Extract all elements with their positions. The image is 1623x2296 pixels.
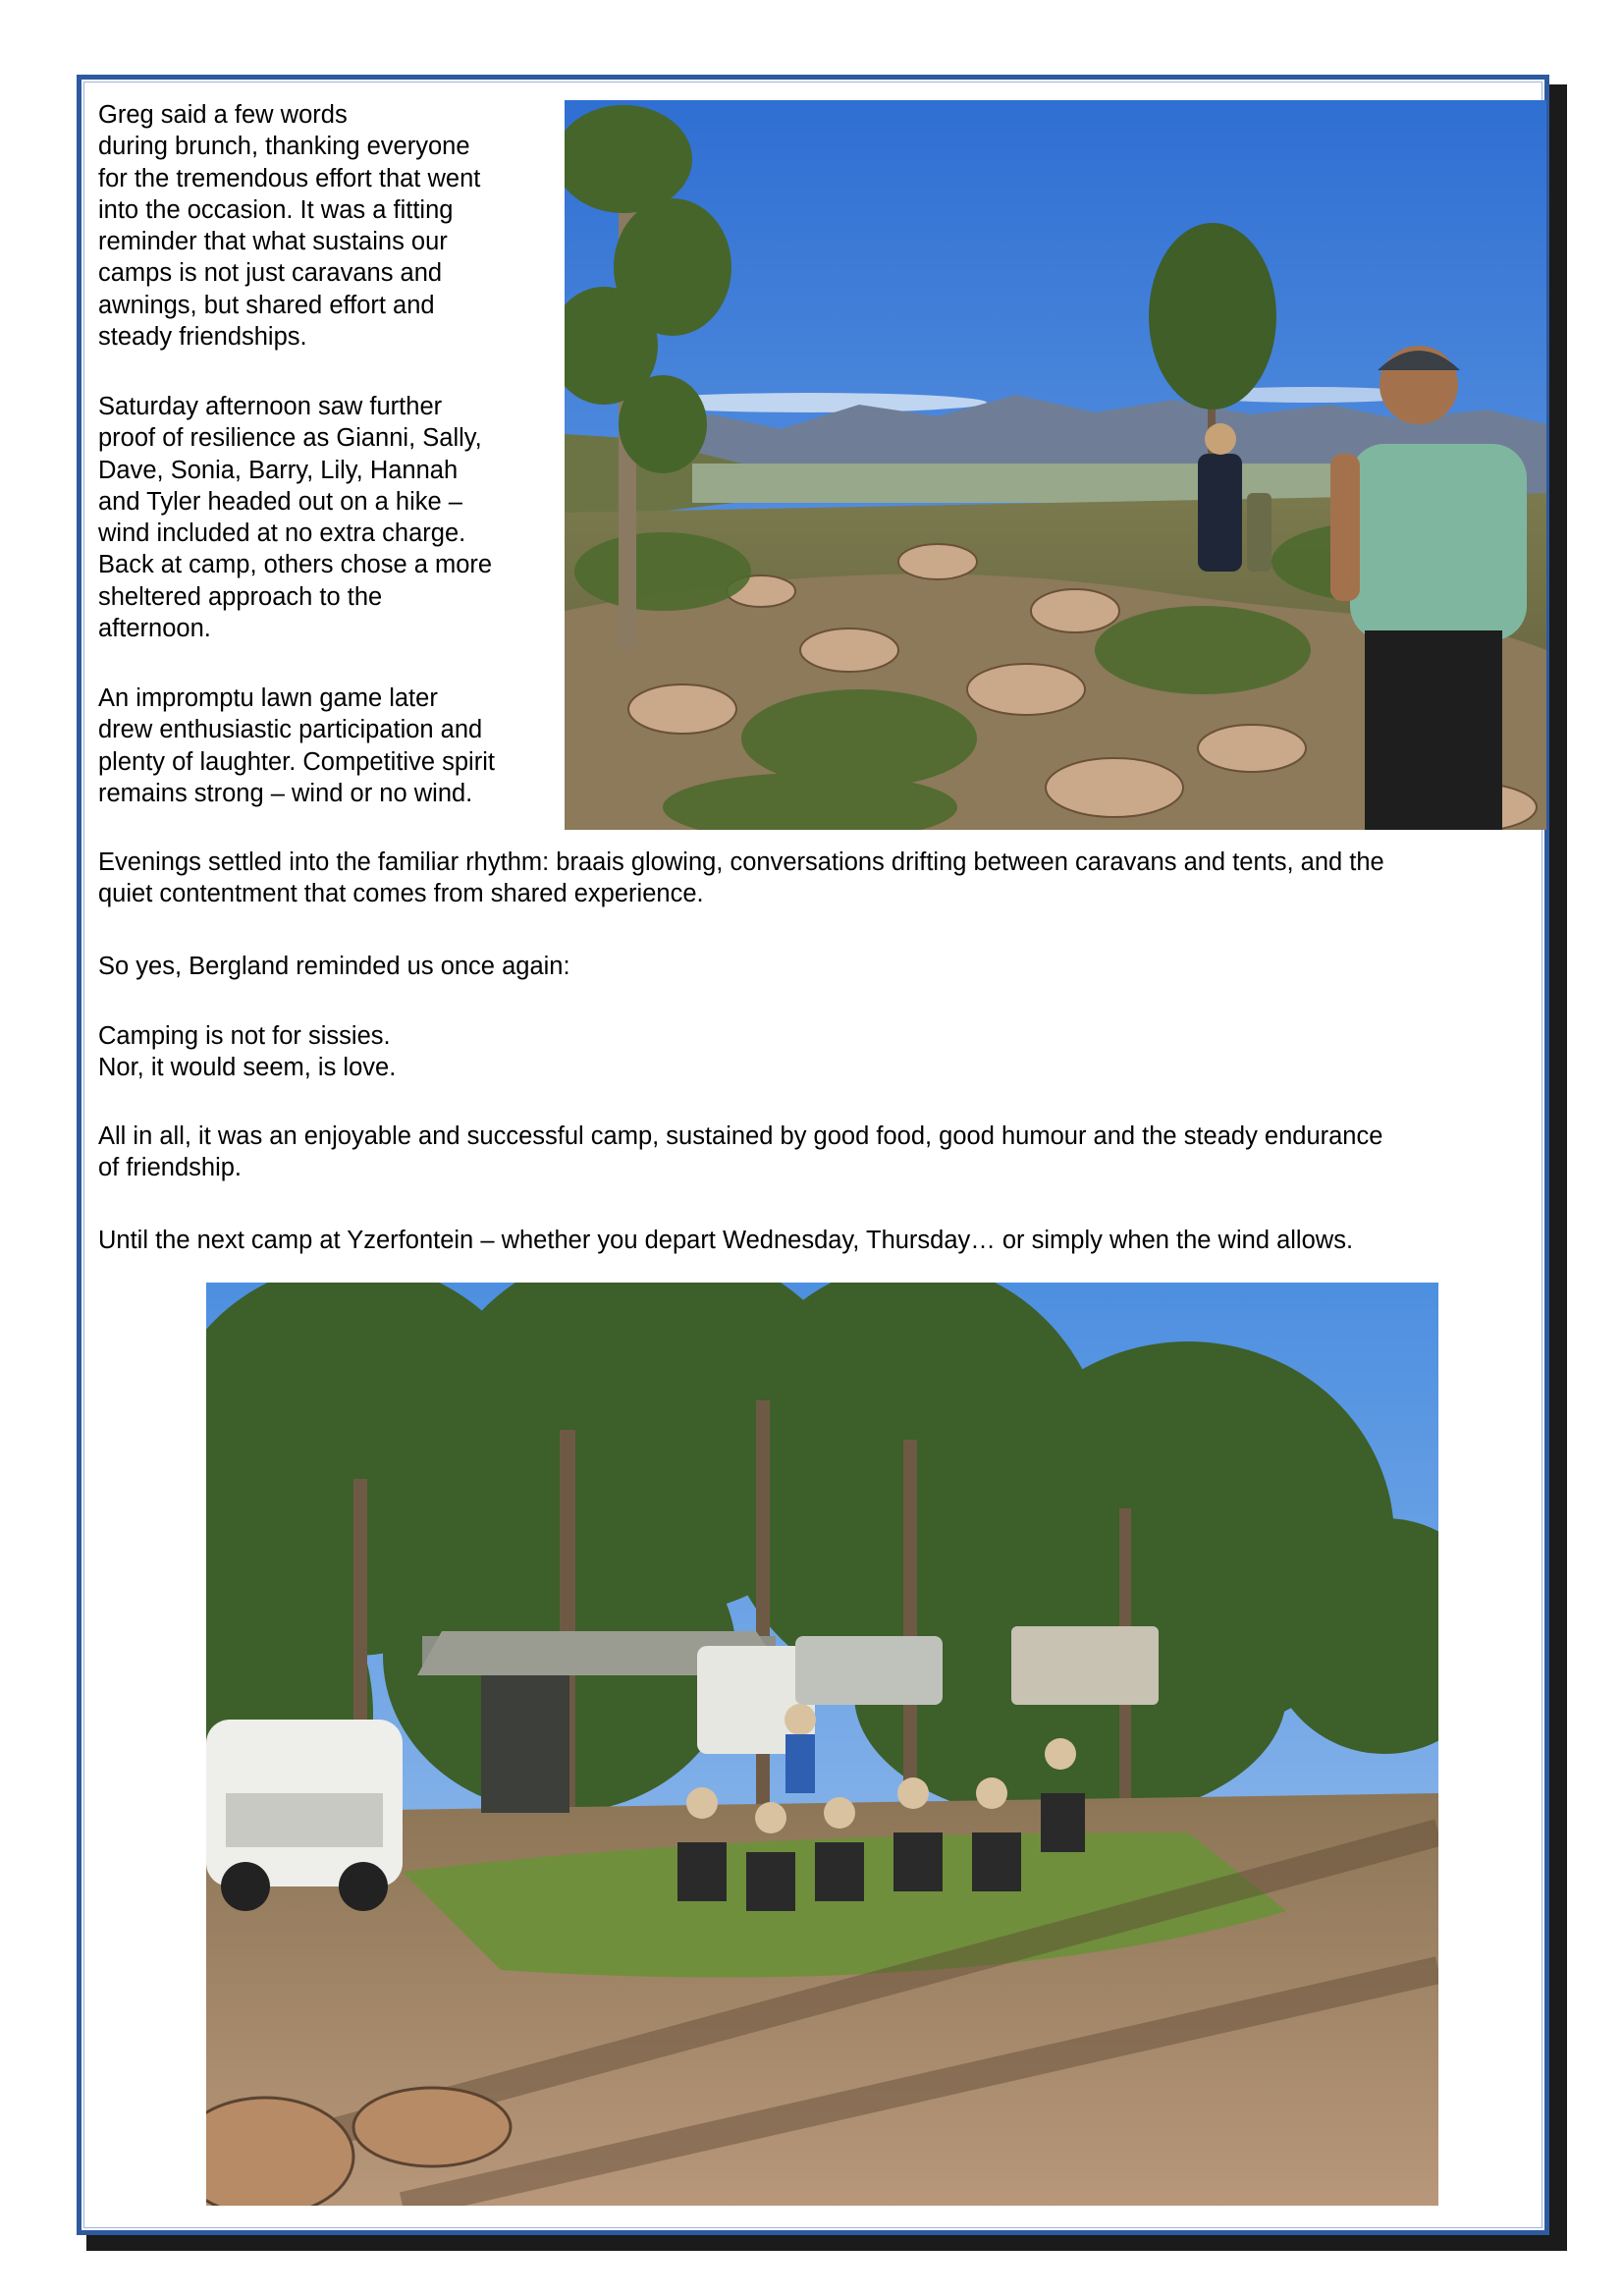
paragraph-bergland: So yes, Bergland reminded us once again: xyxy=(98,953,570,980)
paragraph-summary: All in all, it was an enjoyable and successful camp, sustained by good food, good humour and the steady endurance of friendship. xyxy=(98,1122,1383,1182)
paragraph-sissies: Camping is not for sissies. Nor, it would seem, is love. xyxy=(98,1022,397,1082)
hike-photo xyxy=(565,100,1546,830)
camp-photo-image xyxy=(206,1283,1438,2206)
hike-photo-image xyxy=(565,100,1546,830)
paragraph-next-camp: Until the next camp at Yzerfontein – whether you depart Wednesday, Thursday… or simply when the wind allows. xyxy=(98,1227,1354,1254)
paragraph-hike: Saturday afternoon saw further proof of resilience as Gianni, Sally, Dave, Sonia, Barry, Lily, Hannah and Tyler headed out on a hike – wind included at no extra charge. Back at camp, others chose a more sheltered approach to the afternoon. xyxy=(98,393,493,643)
paragraph-evenings: Evenings settled into the familiar rhythm: braais glowing, conversations drifting between caravans and tents, and the quiet contentment that comes from shared experience. xyxy=(98,848,1384,908)
paragraph-brunch: Greg said a few words during brunch, thanking everyone for the tremendous effort that went into the occasion. It was a fitting reminder that what sustains our camps is not just caravans and awnings, but shared effort and steady friendships. xyxy=(98,101,481,352)
camp-photo xyxy=(206,1283,1438,2206)
paragraph-lawn-game: An impromptu lawn game later drew enthusiastic participation and plenty of laughter. Competitive spirit remains strong – wind or no wind. xyxy=(98,684,495,807)
